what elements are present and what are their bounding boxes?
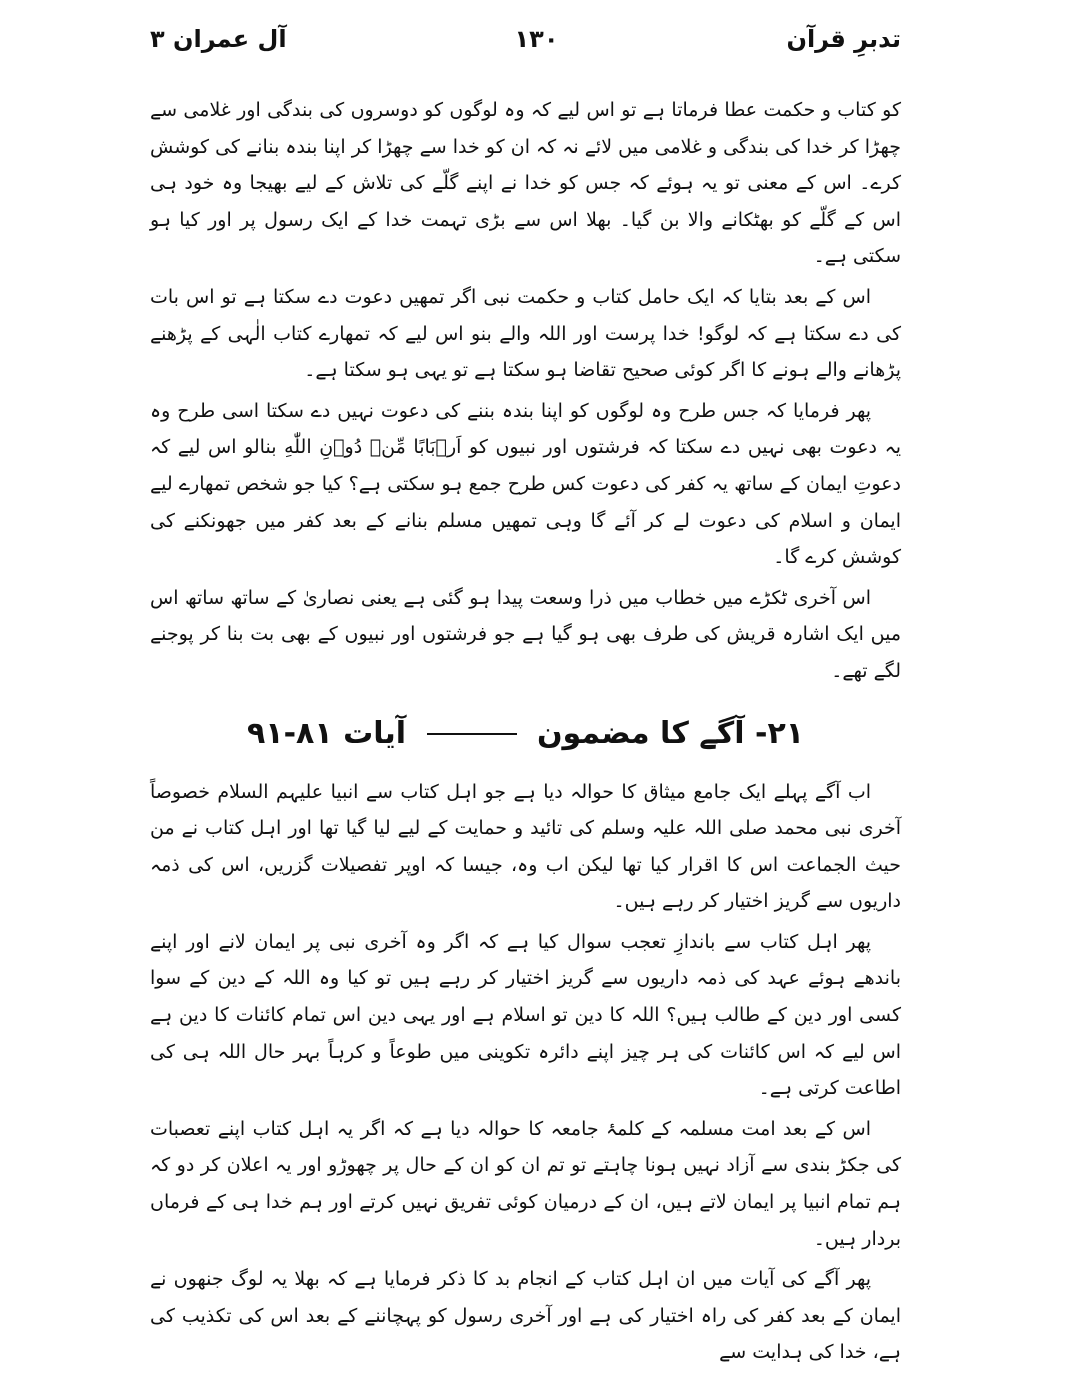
body-text [150, 92, 901, 1375]
paragraph: اس آخری ٹکڑے میں خطاب میں ذرا وسعت پیدا ہو گئی ہے یعنی نصاریٰ کے ساتھ ساتھ اس میں ایک اشارہ قریش کی طرف بھی ہو گیا ہے جو فرشتوں اور نبیوں کے بھی بت بنا کر پوجنے لگے تھے۔ [150, 586, 901, 682]
page-header [150, 14, 901, 64]
chapter-title: آل عمران ۳ [150, 25, 287, 53]
paragraph: اس کے بعد بتایا کہ ایک حامل کتاب و حکمت نبی اگر تمھیں دعوت دے سکتا ہے تو اس بات کی دے سکتا ہے کہ لوگو! خدا پرست اور اللہ والے بنو اس لیے کہ تمھارے کتاب الٰہی کے پڑھنے پڑھانے والے ہونے کا اگر کوئی صحیح تقاضا ہو سکتا ہے تو یہی ہو سکتا ہے۔ [150, 285, 901, 382]
paragraph: اب آگے پہلے ایک جامع میثاق کا حوالہ دیا ہے جو اہل کتاب سے انبیا علیہم السلام خصوصاً آخری نبی محمد صلی اللہ علیہ وسلم کی تائید و حمایت کے لیے لیا گیا تھا اور اہل کتاب نے من حیث الجماعت اس کا اقرار کیا تھا لیکن اب وہ، جیسا کہ اوپر تفصیلات گزریں، اس کی ذمہ داریوں سے گریز اختیار کر رہے ہیں۔ [150, 780, 901, 913]
page-number: ۱۳۰ [514, 25, 559, 53]
section-title: آگے کا مضمون [536, 715, 745, 751]
paragraph: پھر اہل کتاب سے باندازِ تعجب سوال کیا ہے کہ اگر وہ آخری نبی پر ایمان لانے اور اپنے باندھے ہوئے عہد کی ذمہ داریوں سے گریز اختیار کر رہے ہیں تو کیا وہ اللہ کے دین کے سوا کسی اور دین کے طالب ہیں؟ اللہ کا دین تو اسلام ہے اور یہی دین اس تمام کائنات کا دین ہے اس لیے کہ اس کائنات کی ہر چیز اپنے دائرہ تکوینی میں طوعاً و کرہاً بہر حال اللہ ہی کی اطاعت کرتی ہے۔ [150, 930, 901, 1100]
paragraph: اس کے بعد امت مسلمہ کے کلمۂ جامعہ کا حوالہ دیا ہے کہ اگر یہ اہل کتاب اپنے تعصبات کی جکڑ بندی سے آزاد نہیں ہونا چاہتے تو تم ان کو ان کے حال پر چھوڑو اور یہ اعلان کر دو کہ ہم تمام انبیا پر ایمان لاتے ہیں، ان کے درمیان کوئی تفریق نہیں کرتے اور ہم خدا ہی کے فرماں بردار ہیں۔ [150, 1117, 901, 1250]
section-heading [150, 712, 901, 756]
section-verses: آیات ۸۱-۹۱ [246, 715, 407, 751]
paragraph: کو کتاب و حکمت عطا فرماتا ہے تو اس لیے کہ وہ لوگوں کو دوسروں کی بندگی اور غلامی سے چھڑا کر خدا کی بندگی و غلامی میں لائے نہ کہ ان کو خدا سے چھڑا کر اپنا بندہ بنانے کی کوشش کرے۔ اس کے معنی تو یہ ہوئے کہ جس کو خدا نے اپنے گلّے کی تلاش کے لیے بھیجا وہ خود ہی اس کے گلّے کو بھٹکانے والا بن گیا۔ بھلا اس سے بڑی تہمت خدا کے ایک رسول پر اور کیا ہو سکتی ہے۔ [150, 99, 901, 268]
heading-dash [427, 733, 517, 735]
section-number: ۲۱- [754, 715, 805, 751]
paragraph: پھر فرمایا کہ جس طرح وہ لوگوں کو اپنا بندہ بننے کی دعوت نہیں دے سکتا اسی طرح وہ یہ دعوت بھی نہیں دے سکتا کہ فرشتوں اور نبیوں کو اَرۡبَابًا مِّنۡ دُوۡنِ اللّٰهِ بنالو اس لیے کہ دعوتِ ایمان کے ساتھ یہ کفر کی دعوت کس طرح جمع ہو سکتی ہے؟ کیا جو شخص تمھارے لیے ایمان و اسلام کی دعوت لے کر آئے گا وہی تمھیں مسلم بنانے کے بعد کفر میں جھونکنے کی کوشش کرے گا۔ [150, 399, 901, 569]
book-title: تدبرِ قرآن [786, 25, 901, 53]
paragraph: پھر آگے کی آیات میں ان اہل کتاب کے انجام بد کا ذکر فرمایا ہے کہ بھلا یہ لوگ جنھوں نے ایمان کے بعد کفر کی راہ اختیار کی ہے اور آخری رسول کو پہچاننے کے بعد اس کی تکذیب کی ہے، خدا کی ہدایت سے [150, 1268, 901, 1364]
